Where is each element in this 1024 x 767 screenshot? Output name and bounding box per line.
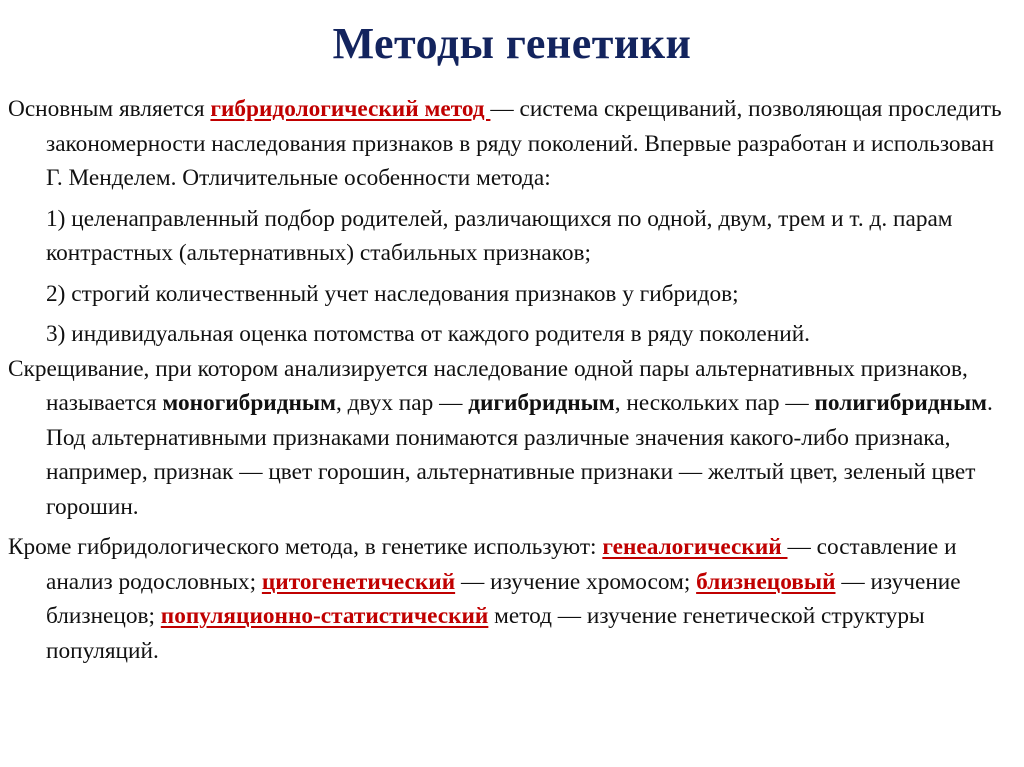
term-monohybrid: моногибридным [162, 390, 336, 416]
feature-item-3: 3) индивидуальная оценка потомства от каждого родителя в ряду поколений. [46, 321, 810, 347]
text-segment: — изучение близнецов; [46, 568, 961, 629]
text-segment: Основным является [8, 96, 211, 122]
slide-body [8, 92, 1016, 668]
slide-title: Методы генетики [332, 19, 692, 68]
link-population-statistical[interactable]: популяционно-статистический [160, 603, 489, 629]
text-segment: , двух пар — [335, 390, 469, 416]
text-segment: Кроме гибридологического метода, в генетике используют: [8, 534, 603, 560]
term-polyhybrid: полигибридным [814, 390, 988, 416]
text-segment: — изучение хромосом; [455, 568, 697, 595]
text-segment: Скрещивание, при котором анализируется наследование одной пары альтернативных признаков, называется [8, 355, 968, 416]
text-segment: метод — изучение генетической структуры популяций. [46, 603, 925, 664]
text-segment: . Под альтернативными признаками понимаются различные значения какого-либо признака, например, признак — цвет горошин, альтернативные признаки — желтый цвет, зеленый цвет горошин. [46, 390, 993, 520]
term-dihybrid: дигибридным [468, 390, 615, 416]
link-twin[interactable]: близнецовый [696, 568, 836, 595]
feature-item-2: 2) строгий количественный учет наследования признаков у гибридов; [46, 280, 739, 307]
text-segment: — система скрещиваний, позволяющая проследить закономерности наследования признаков в ряду поколений. Впервые разработан и использован Г. Менделем. Отличительные особенности метода: [46, 96, 1002, 191]
paragraph-crossing-types [8, 352, 1016, 525]
link-cytogenetic[interactable]: цитогенетический [261, 568, 456, 595]
paragraph-other-methods [8, 530, 1016, 668]
link-hybridological-method[interactable]: гибридологический метод [210, 96, 491, 122]
text-segment: — составление и анализ родословных; [46, 534, 957, 595]
paragraph-hybridological [8, 92, 1016, 196]
text-segment: , нескольких пар — [614, 390, 815, 416]
link-genealogical[interactable]: генеалогический [602, 534, 788, 560]
feature-item-1: 1) целенаправленный подбор родителей, различающихся по одной, двум, трем и т. д. парам контрастных (альтернативных) стабильных признаков; [46, 205, 953, 266]
